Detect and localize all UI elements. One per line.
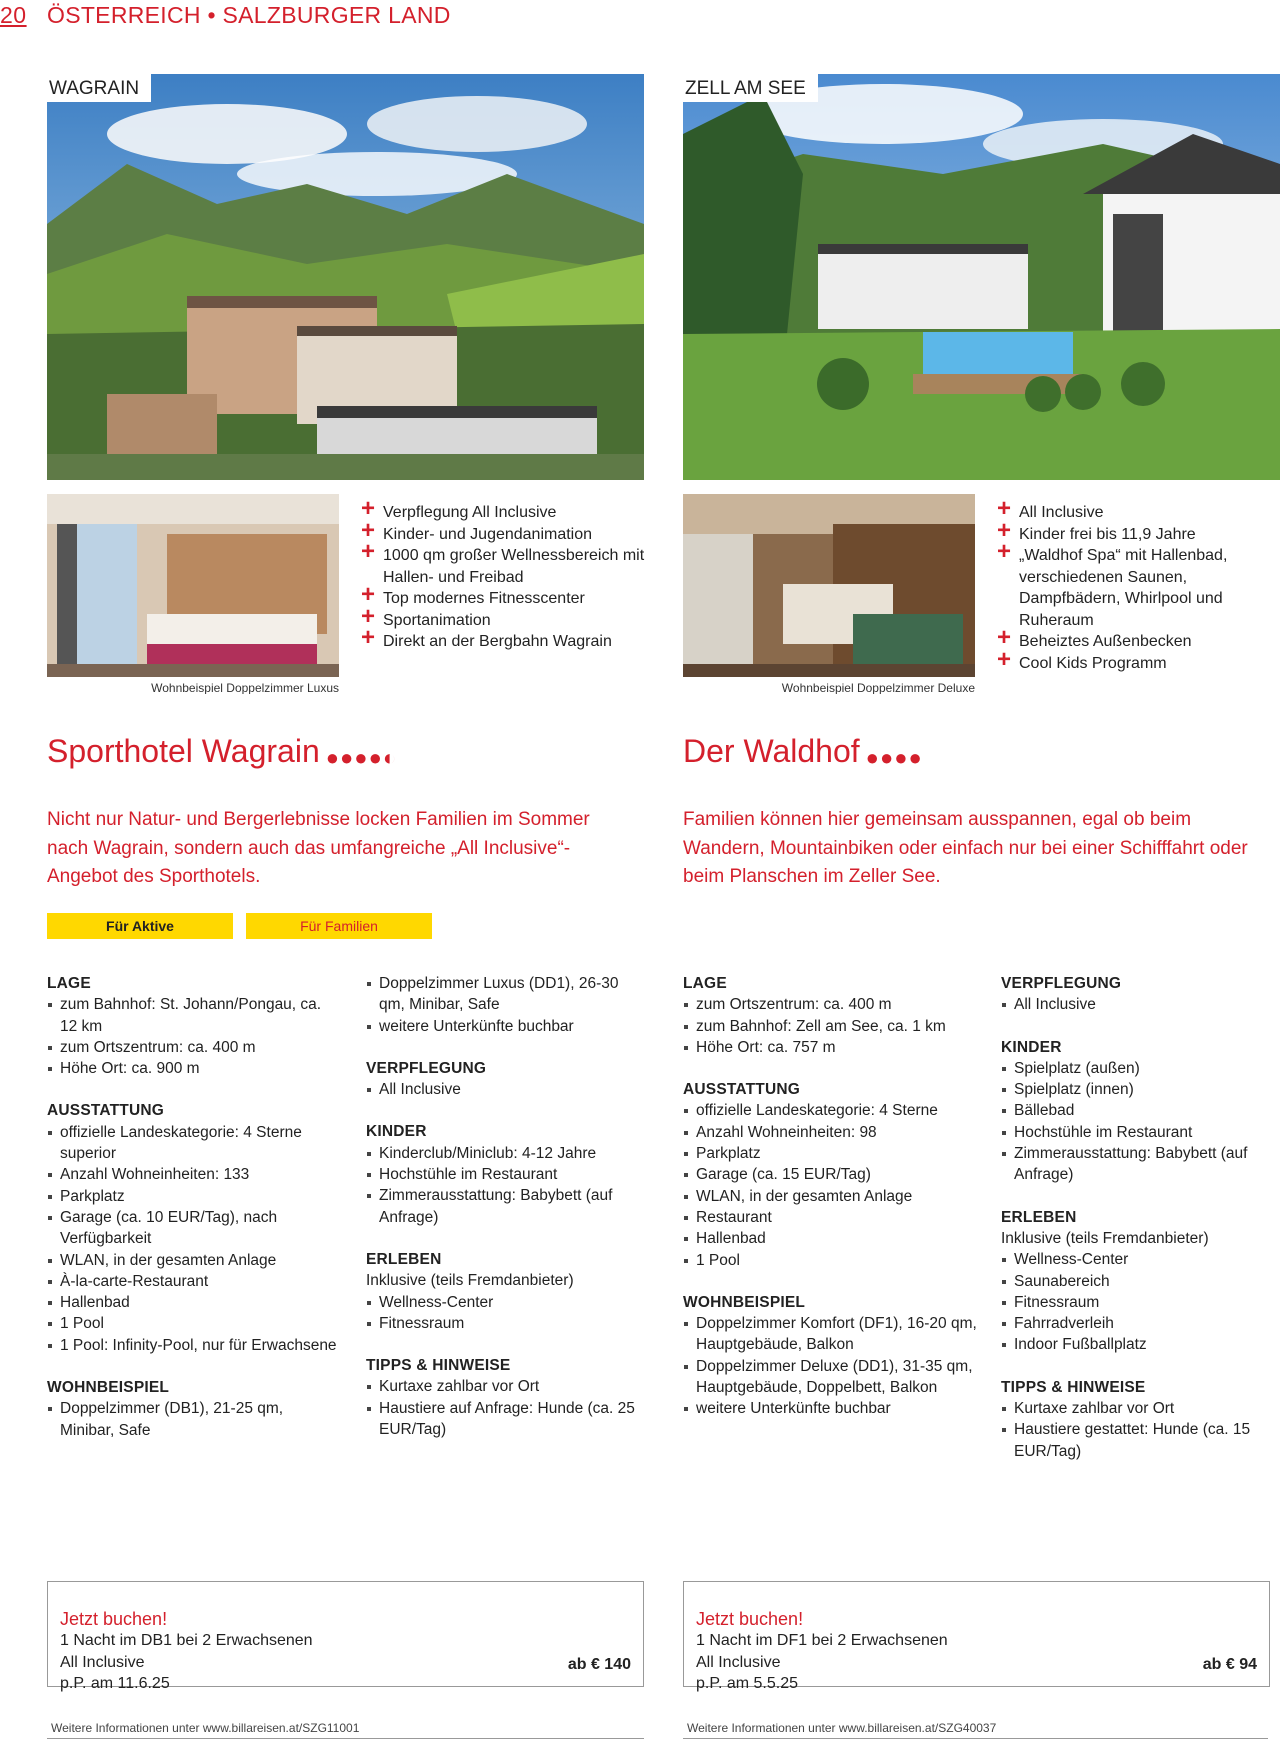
room-caption: Wohnbeispiel Doppelzimmer Luxus (47, 677, 339, 694)
wagrain-room-photo (47, 494, 339, 694)
info-link[interactable]: Weitere Informationen unter www.billareisen.at/SZG11001 (51, 1721, 360, 1735)
detail-item: zum Ortszentrum: ca. 400 m (683, 994, 983, 1015)
feature-item: + „Waldhof Spa“ mit Hallenbad, verschiedenen Saunen, Dampfbädern, Whirlpool und Ruheraum (997, 545, 1280, 631)
detail-item: Anzahl Wohneinheiten: 133 (47, 1164, 337, 1185)
heading-ausstattung: AUSSTATTUNG (47, 1102, 165, 1120)
booking-line: All Inclusive (60, 1653, 145, 1671)
heading-lage: LAGE (47, 975, 91, 992)
feature-item: + Sportanimation (361, 610, 651, 632)
heading-wohnbeispiel: WOHNBEISPIEL (47, 1379, 170, 1397)
detail-item: Kurtaxe zahlbar vor Ort (1001, 1398, 1276, 1419)
detail-item: Zimmerausstattung: Babybett (auf Anfrage) (1001, 1143, 1276, 1186)
feature-item: + Kinder frei bis 11,9 Jahre (997, 524, 1280, 546)
detail-item: All Inclusive (366, 1079, 641, 1100)
detail-item: 1 Pool (683, 1250, 983, 1271)
detail-item: Höhe Ort: ca. 900 m (47, 1058, 337, 1079)
heading-verpflegung: VERPFLEGUNG (366, 1059, 487, 1077)
detail-item: 1 Pool: Infinity-Pool, nur für Erwachsene (47, 1335, 337, 1356)
hotel-title (47, 733, 607, 771)
zell-main-photo (683, 74, 1280, 480)
detail-item: Fitnessraum (366, 1313, 641, 1334)
booking-line: p.P. am 11.6.25 (60, 1675, 170, 1692)
detail-item: Zimmerausstattung: Babybett (auf Anfrage) (366, 1185, 641, 1228)
detail-item: Spielplatz (außen) (1001, 1058, 1276, 1079)
detail-item: Anzahl Wohneinheiten: 98 (683, 1122, 983, 1143)
room-caption: Wohnbeispiel Doppelzimmer Deluxe (683, 677, 975, 694)
heading-erleben: ERLEBEN (366, 1250, 442, 1268)
detail-item: Kurtaxe zahlbar vor Ort (366, 1376, 641, 1397)
divider (683, 1738, 1268, 1739)
details-column-1 (47, 973, 337, 1462)
heading-kinder: KINDER (1001, 1038, 1062, 1056)
heading-tipps: TIPPS & HINWEISE (366, 1357, 511, 1375)
feature-list (361, 502, 651, 653)
detail-item: offizielle Landeskategorie: 4 Sterne (683, 1100, 983, 1121)
heading-verpflegung: VERPFLEGUNG (1001, 975, 1122, 992)
star-rating: ●●●●◐ (325, 744, 398, 770)
detail-item: Wellness-Center (1001, 1249, 1276, 1270)
booking-line: 1 Nacht im DB1 bei 2 Erwachsenen (60, 1632, 313, 1649)
detail-item: zum Bahnhof: Zell am See, ca. 1 km (683, 1016, 983, 1037)
place-label-zell: ZELL AM SEE (683, 74, 818, 102)
hotel-intro: Nicht nur Natur- und Bergerlebnisse locken Familien im Sommer nach Wagrain, sondern auch das umfangreiche „All Inclusive“-Angebot des Sporthotels. (47, 809, 590, 887)
detail-item: zum Bahnhof: St. Johann/Pongau, ca. 12 km (47, 994, 337, 1037)
detail-item: All Inclusive (1001, 994, 1276, 1015)
detail-item: Fahrradverleih (1001, 1313, 1276, 1334)
detail-item: Doppelzimmer Komfort (DF1), 16-20 qm, Hauptgebäude, Balkon (683, 1313, 983, 1356)
hotel-name: Der Waldhof (683, 733, 860, 769)
detail-item: Spielplatz (innen) (1001, 1079, 1276, 1100)
place-label-wagrain: WAGRAIN (47, 74, 151, 102)
heading-kinder: KINDER (366, 1123, 427, 1141)
details-column-2 (1001, 973, 1276, 1483)
detail-item: Garage (ca. 10 EUR/Tag), nach Verfügbarkeit (47, 1207, 337, 1250)
heading-wohnbeispiel: WOHNBEISPIEL (683, 1293, 806, 1311)
detail-item: Doppelzimmer Luxus (DD1), 26-30 qm, Minibar, Safe (366, 973, 641, 1016)
section-title: ÖSTERREICH • SALZBURGER LAND (47, 2, 451, 28)
detail-item: Doppelzimmer Deluxe (DD1), 31-35 qm, Hauptgebäude, Doppelbett, Balkon (683, 1356, 983, 1399)
hotel-name: Sporthotel Wagrain (47, 733, 320, 769)
feature-item: + Cool Kids Programm (997, 653, 1280, 675)
info-link[interactable]: Weitere Informationen unter www.billareisen.at/SZG40037 (687, 1721, 997, 1735)
tag-aktive: Für Aktive (47, 913, 233, 939)
detail-item: Hallenbad (683, 1228, 983, 1249)
detail-item: Fitnessraum (1001, 1292, 1276, 1313)
detail-item: Indoor Fußballplatz (1001, 1334, 1276, 1355)
detail-item: À-la-carte-Restaurant (47, 1271, 337, 1292)
detail-item: Hochstühle im Restaurant (366, 1164, 641, 1185)
feature-item: + 1000 qm großer Wellnessbereich mit Hallen- und Freibad (361, 545, 651, 588)
page-number: 20 (0, 2, 27, 28)
feature-item: + Verpflegung All Inclusive (361, 502, 651, 524)
erleben-note: Inklusive (teils Fremdanbieter) (1001, 1229, 1209, 1247)
star-rating: ●●●● (865, 744, 923, 770)
detail-item: zum Ortszentrum: ca. 400 m (47, 1037, 337, 1058)
heading-erleben: ERLEBEN (1001, 1208, 1077, 1226)
booking-box (47, 1581, 644, 1692)
booking-heading: Jetzt buchen! (696, 1609, 804, 1629)
heading-tipps: TIPPS & HINWEISE (1001, 1378, 1146, 1396)
details-column-1 (683, 973, 983, 1441)
feature-item: + Beheiztes Außenbecken (997, 631, 1280, 653)
price: ab € 94 (1202, 1656, 1257, 1673)
details-column-2 (366, 973, 641, 1461)
feature-item: + All Inclusive (997, 502, 1280, 524)
detail-item: Kinderclub/Miniclub: 4-12 Jahre (366, 1143, 641, 1164)
detail-item: Parkplatz (683, 1143, 983, 1164)
tag-familien: Für Familien (246, 913, 432, 939)
detail-item: Wellness-Center (366, 1292, 641, 1313)
detail-item: WLAN, in der gesamten Anlage (47, 1250, 337, 1271)
detail-item: WLAN, in der gesamten Anlage (683, 1186, 983, 1207)
feature-item: + Kinder- und Jugendanimation (361, 524, 651, 546)
price: ab € 140 (567, 1656, 631, 1673)
booking-line: 1 Nacht im DF1 bei 2 Erwachsenen (696, 1632, 948, 1649)
feature-item: + Top modernes Fitnesscenter (361, 588, 651, 610)
detail-item: Saunabereich (1001, 1271, 1276, 1292)
detail-item: Haustiere gestattet: Hunde (ca. 15 EUR/Tag) (1001, 1419, 1276, 1462)
heading-ausstattung: AUSSTATTUNG (683, 1081, 801, 1099)
hotel-intro: Familien können hier gemeinsam ausspannen, egal ob beim Wandern, Mountainbiken oder einfach nur bei einer Schifffahrt oder beim Planschen im Zeller See. (683, 809, 1248, 887)
detail-item: Hallenbad (47, 1292, 337, 1313)
detail-item: Hochstühle im Restaurant (1001, 1122, 1276, 1143)
zell-room-photo (683, 494, 975, 694)
heading-lage: LAGE (683, 975, 727, 992)
booking-line: All Inclusive (696, 1653, 781, 1671)
detail-item: Bällebad (1001, 1100, 1276, 1121)
detail-item: offizielle Landeskategorie: 4 Sterne superior (47, 1122, 337, 1165)
detail-item: Doppelzimmer (DB1), 21-25 qm, Minibar, Safe (47, 1398, 337, 1441)
booking-box (683, 1581, 1270, 1692)
feature-list (997, 502, 1280, 674)
detail-item: weitere Unterkünfte buchbar (683, 1398, 983, 1419)
erleben-note: Inklusive (teils Fremdanbieter) (366, 1272, 574, 1290)
wagrain-main-photo (47, 74, 644, 480)
detail-item: Höhe Ort: ca. 757 m (683, 1037, 983, 1058)
hotel-title (683, 733, 1243, 771)
detail-item: Parkplatz (47, 1186, 337, 1207)
detail-item: weitere Unterkünfte buchbar (366, 1016, 641, 1037)
feature-item: + Direkt an der Bergbahn Wagrain (361, 631, 651, 653)
divider (47, 1738, 644, 1739)
detail-item: 1 Pool (47, 1313, 337, 1334)
detail-item: Garage (ca. 15 EUR/Tag) (683, 1164, 983, 1185)
detail-item: Haustiere auf Anfrage: Hunde (ca. 25 EUR/Tag) (366, 1398, 641, 1441)
booking-heading: Jetzt buchen! (60, 1609, 168, 1629)
booking-line: p.P. am 5.5.25 (696, 1675, 798, 1692)
detail-item: Restaurant (683, 1207, 983, 1228)
